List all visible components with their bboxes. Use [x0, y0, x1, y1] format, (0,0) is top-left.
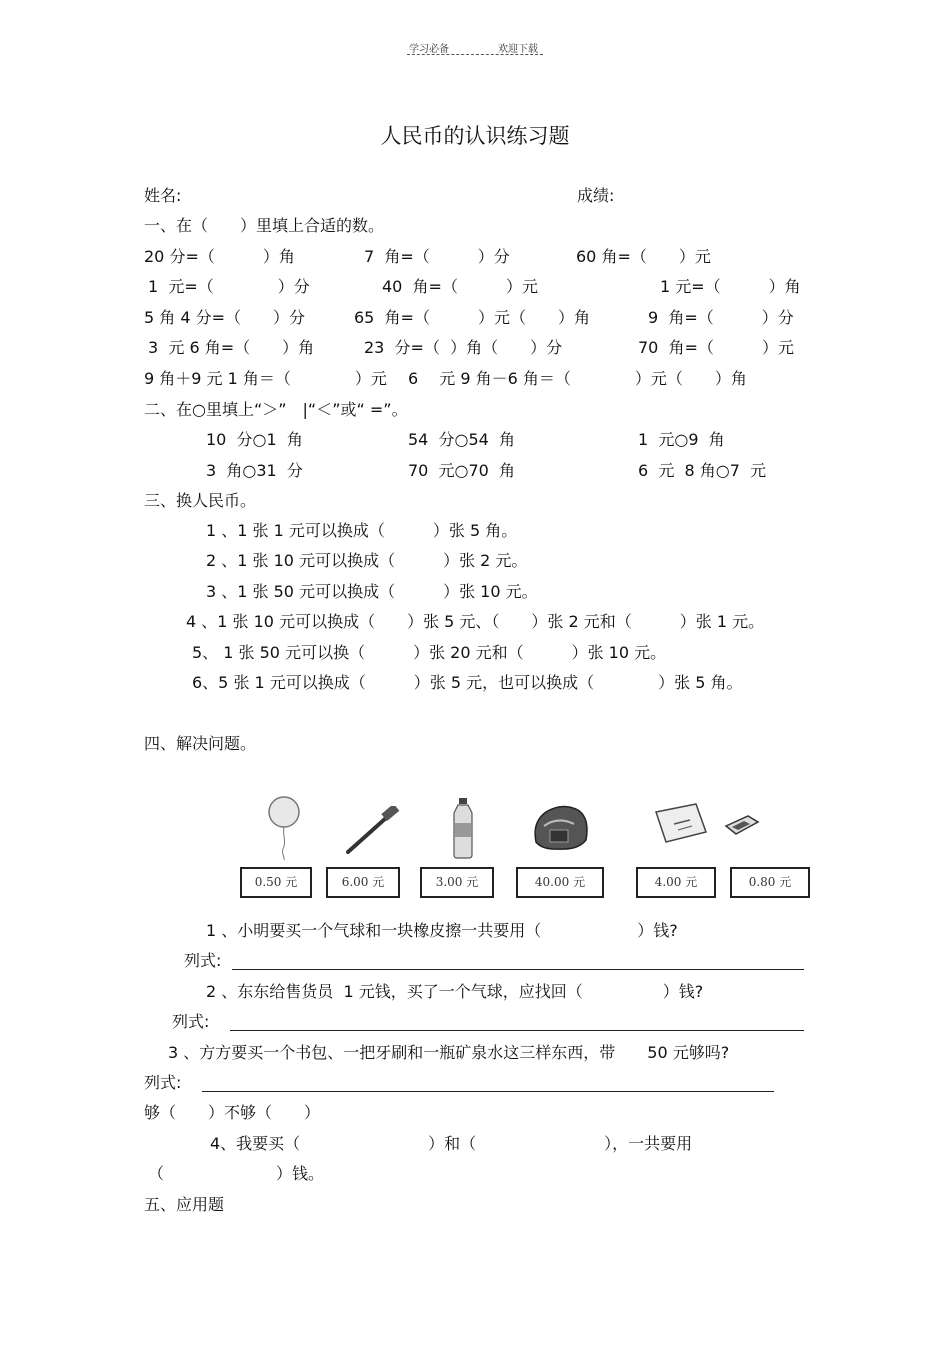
header-left: 学习必备: [409, 44, 449, 55]
s2-r2-c2: 70 元○70 角: [408, 461, 516, 480]
section5-heading: 五、应用题: [144, 1195, 225, 1214]
section3-heading: 三、换人民币。: [144, 491, 257, 510]
s1-r4-c2: 23 分=（ ）角（ ）分: [364, 338, 563, 357]
notebook-icon: [652, 802, 710, 844]
s1-r2-c2: 40 角=（ ）元: [382, 277, 538, 296]
price-tag-balloon: 0.50 元: [240, 867, 312, 898]
s2-r2-c3: 6 元 8 角○7 元: [638, 461, 767, 480]
header-divider: [407, 54, 543, 55]
price-tag-toothbrush: 6.00 元: [326, 867, 400, 898]
water-bottle-icon: [450, 797, 476, 859]
price-tag-bag: 40.00 元: [516, 867, 604, 898]
s1-r1-c2: 7 角=（ ）分: [364, 247, 510, 266]
question-3: 3 、方方要买一个书包、一把牙刷和一瓶矿泉水这三样东西，带 50 元够吗?: [168, 1043, 730, 1062]
price-tag-eraser: 0.80 元: [730, 867, 810, 898]
toothbrush-icon: [342, 806, 402, 856]
s2-r1-c3: 1 元○9 角: [638, 430, 725, 449]
price-tag-water: 3.00 元: [420, 867, 494, 898]
s1-r4-c1: 3 元 6 角=（ ）角: [148, 338, 315, 357]
s3-item-3: 3 、1 张 50 元可以换成（ ）张 10 元。: [206, 582, 538, 601]
section4-heading: 四、解决问题。: [144, 734, 257, 753]
s2-r1-c2: 54 分○54 角: [408, 430, 516, 449]
formula-label-3: 列式:: [144, 1073, 182, 1092]
s1-r1-c3: 60 角=（ ）元: [576, 247, 711, 266]
answer-line-3[interactable]: [202, 1091, 774, 1092]
s3-item-1: 1 、1 张 1 元可以换成（ ）张 5 角。: [206, 521, 518, 540]
formula-label-1: 列式:: [184, 951, 222, 970]
s3-item-5: 5、 1 张 50 元可以换（ ）张 20 元和（ ）张 10 元。: [192, 643, 667, 662]
s2-r1-c1: 10 分○1 角: [206, 430, 303, 449]
question-1: 1 、小明要买一个气球和一块橡皮擦一共要用（ ）钱?: [206, 921, 678, 940]
section1-heading: 一、在（ ）里填上合适的数。: [144, 216, 385, 235]
section2-heading: 二、在○里填上“＞” |“＜”或“ =”。: [144, 400, 408, 419]
question-4: 4、我要买（ ）和（ ），一共要用: [210, 1134, 693, 1153]
enough-choice: 够（ ）不够（ ）: [144, 1103, 321, 1122]
price-tag-notebook: 4.00 元: [636, 867, 716, 898]
s3-item-4: 4 、1 张 10 元可以换成（ ）张 5 元、（ ）张 2 元和（ ）张 1 元。: [186, 612, 765, 631]
name-label: 姓名:: [144, 186, 182, 205]
s1-r5: 9 角＋9 元 1 角＝（ ）元 6 元 9 角－6 角＝（ ）元（ ）角: [144, 369, 747, 388]
answer-line-2[interactable]: [230, 1030, 804, 1031]
score-label: 成绩:: [577, 186, 615, 205]
s1-r3-c1: 5 角 4 分=（ ）分: [144, 308, 306, 327]
s2-r2-c1: 3 角○31 分: [206, 461, 303, 480]
s3-item-2: 2 、1 张 10 元可以换成（ ）张 2 元。: [206, 551, 528, 570]
question-2: 2 、东东给售货员 1 元钱，买了一个气球，应找回（ ）钱?: [206, 982, 704, 1001]
formula-label-2: 列式:: [172, 1012, 210, 1031]
header-right: 欢迎下载: [498, 44, 538, 55]
school-bag-icon: [528, 802, 592, 852]
s1-r1-c1: 20 分=（ ）角: [144, 247, 295, 266]
s1-r3-c3: 9 角=（ ）分: [648, 308, 794, 327]
eraser-icon: [724, 812, 760, 836]
s3-item-6: 6、5 张 1 元可以换成（ ）张 5 元，也可以换成（ ）张 5 角。: [192, 673, 743, 692]
question-4-cont: （ ）钱。: [148, 1164, 325, 1183]
s1-r4-c3: 70 角=（ ）元: [638, 338, 794, 357]
s1-r2-c3: 1 元=（ ）角: [660, 277, 801, 296]
answer-line-1[interactable]: [232, 969, 804, 970]
balloon-icon: [262, 795, 306, 861]
s1-r3-c2: 65 角=（ ）元（ ）角: [354, 308, 590, 327]
s1-r2-c1: 1 元=（ ）分: [148, 277, 310, 296]
page-title: 人民币的认识练习题: [380, 124, 570, 148]
